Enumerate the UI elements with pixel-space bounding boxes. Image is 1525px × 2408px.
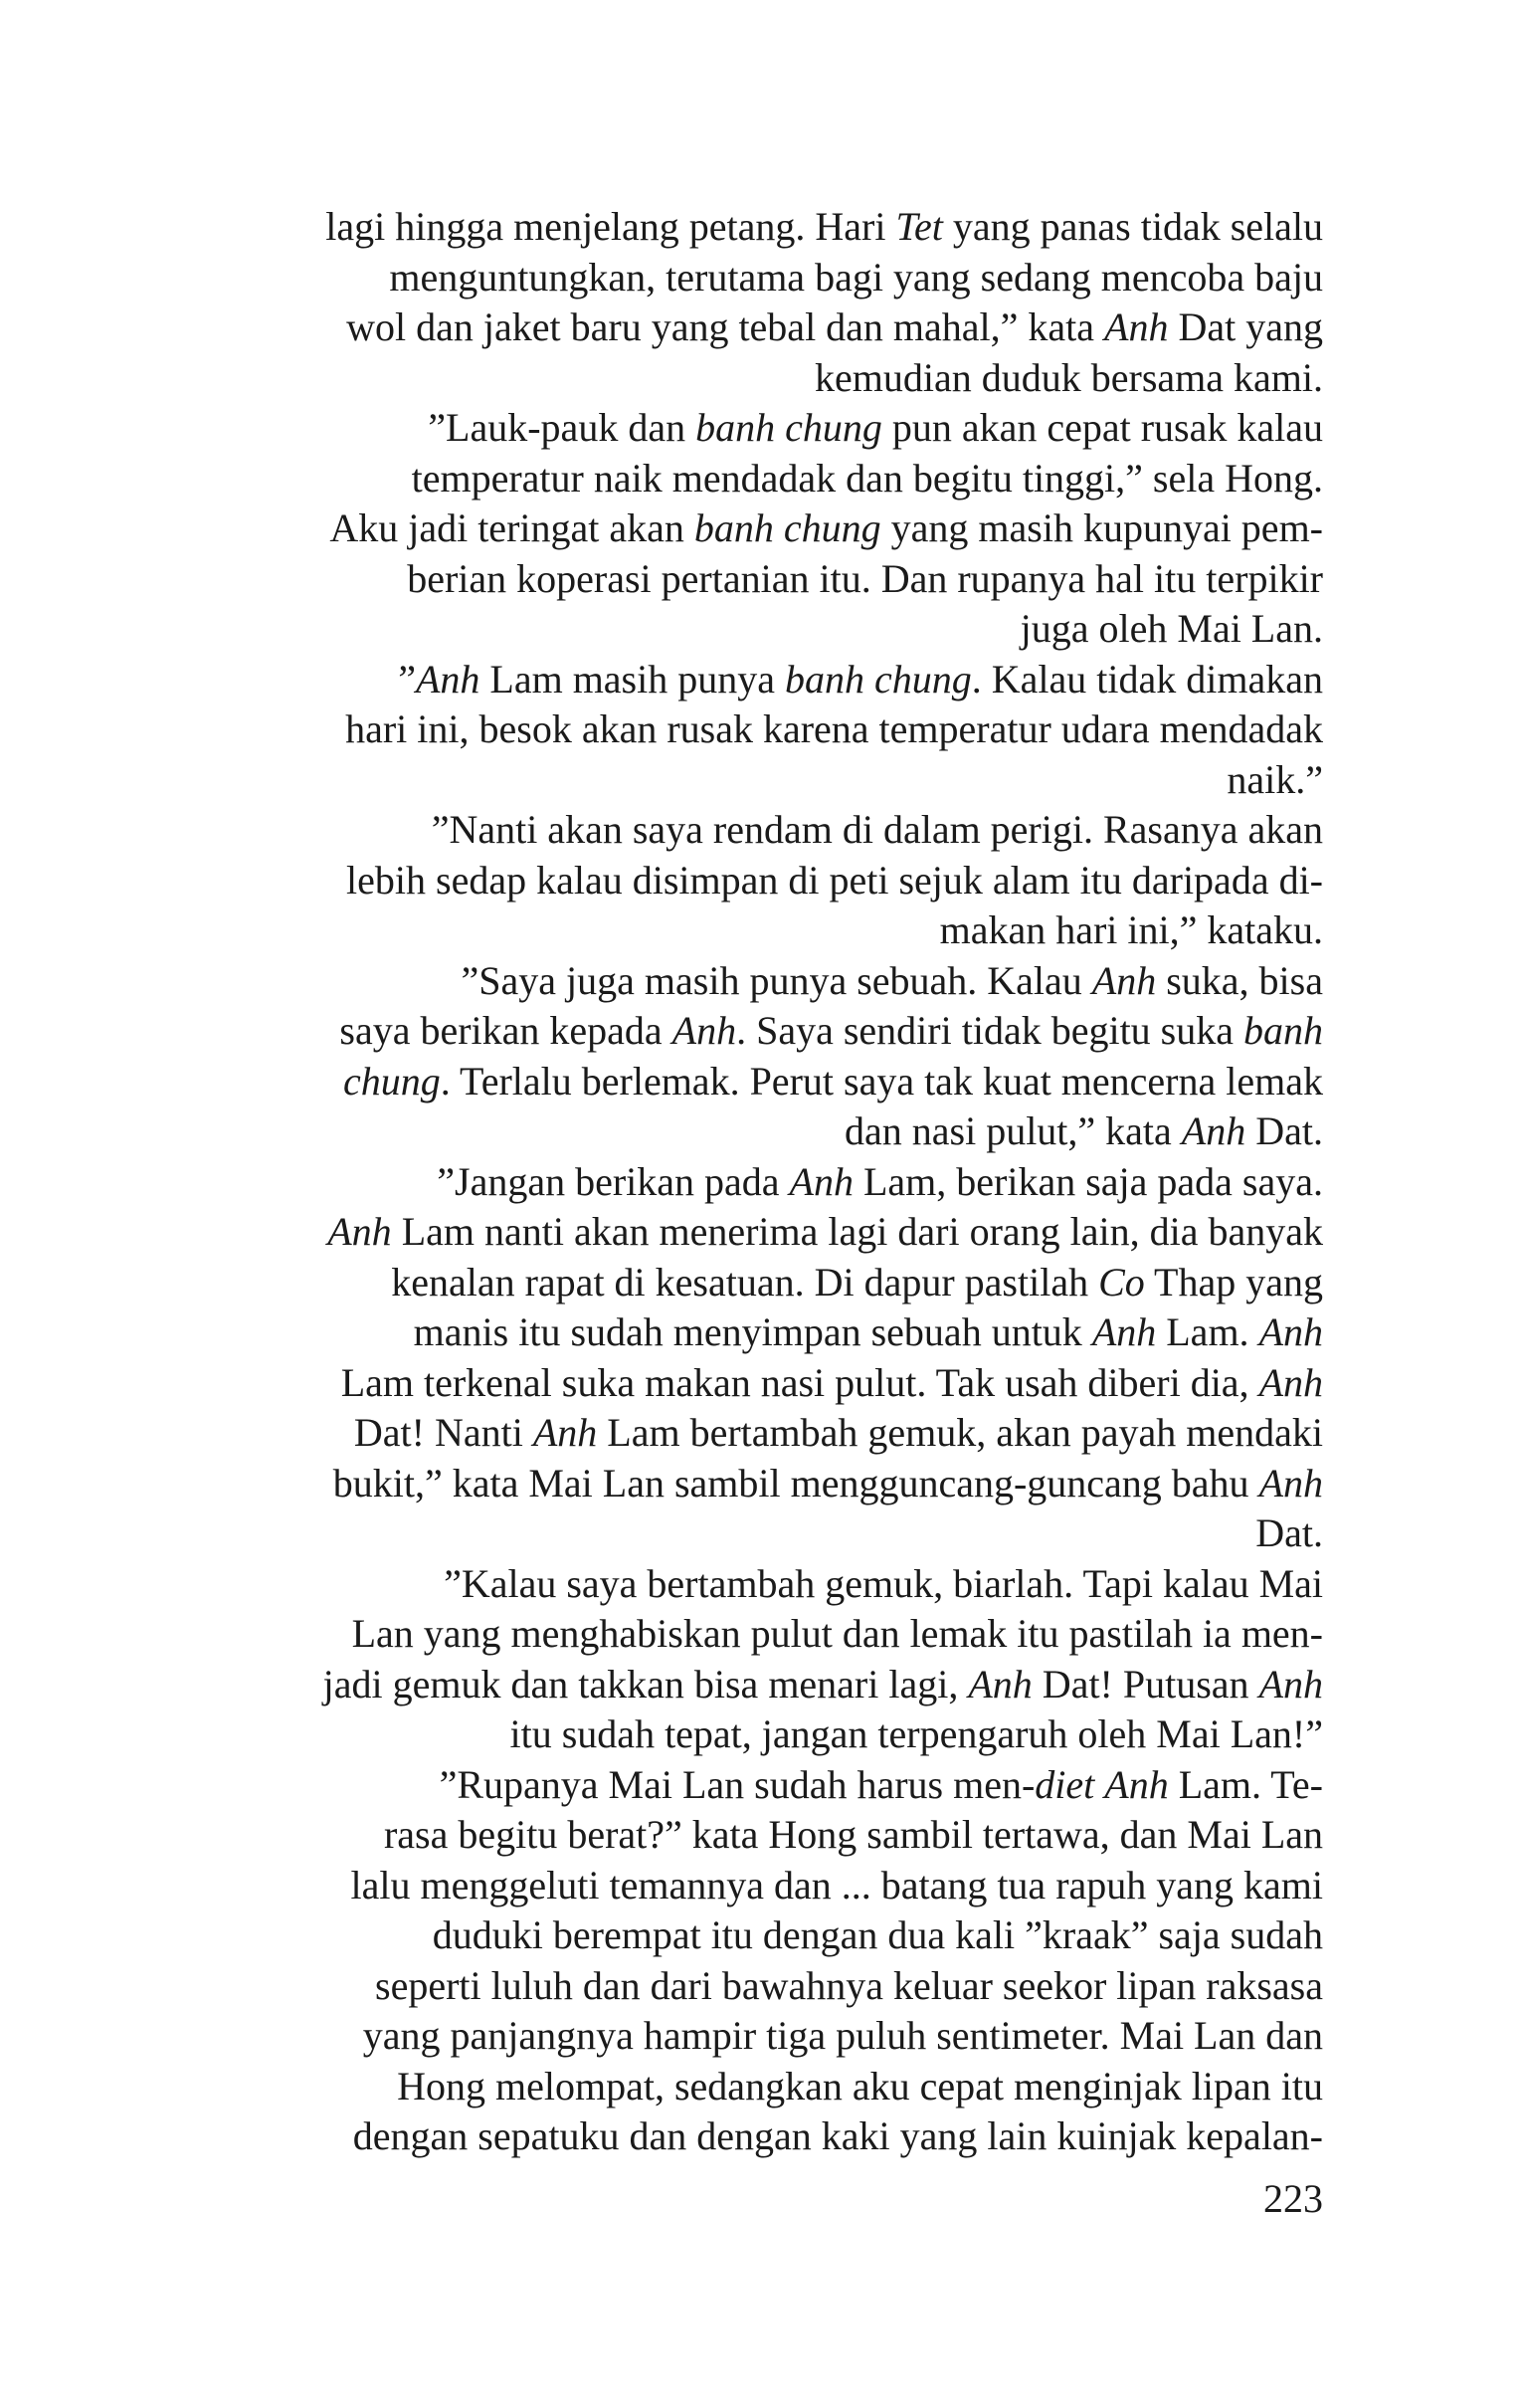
italic-text: chung <box>343 1058 441 1104</box>
italic-text: Co <box>1098 1259 1145 1304</box>
text-line <box>179 1157 1323 1208</box>
text-segment: ” <box>398 656 416 702</box>
text-segment: bukit,” kata Mai Lan sambil mengguncang-guncang bahu <box>332 1460 1259 1505</box>
text-line <box>179 856 1323 906</box>
text-segment: lebih sedap kalau disimpan di peti sejuk alam itu daripada di- <box>346 857 1323 903</box>
text-segment: ”Kalau saya bertambah gemuk, biarlah. Tapi kalau Mai <box>444 1560 1323 1606</box>
text-segment: Thap yang <box>1144 1259 1323 1304</box>
italic-text: Anh <box>968 1661 1033 1706</box>
text-segment: pun akan cepat rusak kalau <box>881 405 1323 450</box>
text-segment: naik.” <box>1227 756 1323 802</box>
text-line <box>179 1609 1323 1660</box>
italic-text: banh chung <box>693 505 881 550</box>
text-segment: Dat! Nanti <box>353 1410 533 1455</box>
text-segment: seperti luluh dan dari bawahnya keluar seekor lipan raksasa <box>375 1962 1323 2008</box>
text-segment: berian koperasi pertanian itu. Dan rupanya hal itu terpikir <box>407 555 1323 601</box>
text-segment: ”Lauk-pauk dan <box>428 405 696 450</box>
text-line <box>179 1861 1323 1911</box>
text-line <box>179 1660 1323 1710</box>
text-segment: juga oleh Mai Lan. <box>1020 606 1323 651</box>
text-line <box>179 956 1323 1007</box>
text-segment: hari ini, besok akan rusak karena temperatur udara mendadak <box>345 706 1323 751</box>
text-segment: Lam nanti akan menerima lagi dari orang lain, dia banyak <box>391 1209 1323 1254</box>
text-segment: Dat. <box>1255 1510 1323 1555</box>
text-segment: makan hari ini,” kataku. <box>939 907 1323 952</box>
text-segment: Lam. Te- <box>1168 1761 1323 1807</box>
italic-text: diet <box>1035 1761 1095 1807</box>
text-segment: Lam, berikan saja pada saya. <box>853 1158 1323 1204</box>
body-text <box>179 202 1323 2162</box>
text-segment: wol dan jaket baru yang tebal dan mahal,” kata <box>346 304 1105 349</box>
italic-text: Tet <box>895 204 943 249</box>
text-line <box>179 403 1323 454</box>
italic-text: Anh <box>415 656 480 702</box>
text-segment: kemudian duduk bersama kami. <box>815 354 1323 400</box>
text-line <box>179 1358 1323 1409</box>
text-line <box>179 655 1323 705</box>
text-line <box>179 604 1323 655</box>
page-number: 223 <box>1263 2176 1323 2221</box>
text-segment: lagi hingga menjelang petang. Hari <box>325 204 896 249</box>
text-segment: lalu menggeluti temannya dan ... batang tua rapuh yang kami <box>350 1862 1323 1907</box>
text-line <box>179 253 1323 303</box>
text-line <box>179 1057 1323 1107</box>
text-segment: kenalan rapat di kesatuan. Di dapur pastilah <box>391 1259 1099 1304</box>
italic-text: Anh <box>671 1008 737 1053</box>
text-segment: ”Rupanya Mai Lan sudah harus men- <box>439 1761 1036 1807</box>
text-segment: . Saya sendiri tidak begitu suka <box>736 1008 1243 1053</box>
italic-text: Anh <box>1104 304 1169 349</box>
text-segment: manis itu sudah menyimpan sebuah untuk <box>413 1309 1092 1354</box>
text-line <box>179 755 1323 806</box>
text-segment: . Kalau tidak dimakan <box>971 656 1323 702</box>
text-line <box>179 1207 1323 1258</box>
text-segment: yang masih kupunyai pem- <box>880 505 1323 550</box>
text-segment: rasa begitu berat?” kata Hong sambil tertawa, dan Mai Lan <box>383 1812 1323 1857</box>
italic-text: Anh <box>1091 1309 1157 1354</box>
italic-text: Anh <box>327 1209 392 1254</box>
text-segment: ”Nanti akan saya rendam di dalam perigi. Rasanya akan <box>431 807 1323 852</box>
text-segment: duduki berempat itu dengan dua kali ”kraak” saja sudah <box>432 1912 1323 1957</box>
text-segment: Dat. <box>1245 1108 1323 1153</box>
italic-text: banh chung <box>695 405 882 450</box>
italic-text: banh chung <box>785 656 972 702</box>
text-line <box>179 302 1323 353</box>
text-segment <box>1094 1762 1104 1807</box>
text-segment: suka, bisa <box>1156 957 1323 1003</box>
text-line <box>179 353 1323 404</box>
text-segment: Lam masih punya <box>479 656 785 702</box>
text-line <box>179 202 1323 253</box>
text-segment: ”Jangan berikan pada <box>437 1158 790 1204</box>
text-segment: . Terlalu berlemak. Perut saya tak kuat mencerna lemak <box>440 1058 1323 1104</box>
text-segment: yang panjangnya hampir tiga puluh sentimeter. Mai Lan dan <box>362 2013 1323 2058</box>
text-line <box>179 554 1323 605</box>
text-line <box>179 1508 1323 1559</box>
text-segment: temperatur naik mendadak dan begitu tinggi,” sela Hong. <box>411 455 1323 501</box>
text-segment: Dat yang <box>1168 304 1323 349</box>
text-line <box>179 704 1323 755</box>
text-segment: Lam terkenal suka makan nasi pulut. Tak usah diberi dia, <box>340 1359 1259 1405</box>
text-segment: Lam. <box>1156 1309 1259 1354</box>
text-line <box>179 1006 1323 1057</box>
text-segment: Lan yang menghabiskan pulut dan lemak itu pastilah ia men- <box>351 1611 1323 1656</box>
text-segment: jadi gemuk dan takkan bisa menari lagi, <box>322 1661 969 1706</box>
italic-text: Anh <box>532 1410 598 1455</box>
text-line <box>179 1760 1323 1811</box>
text-segment: itu sudah tepat, jangan terpengaruh oleh Mai Lan!” <box>509 1711 1323 1756</box>
text-segment: Aku jadi teringat akan <box>329 505 694 550</box>
text-line <box>179 1459 1323 1509</box>
text-line <box>179 905 1323 956</box>
text-segment: menguntungkan, terutama bagi yang sedang mencoba baju <box>389 254 1323 300</box>
text-segment: Lam bertambah gemuk, akan payah mendaki <box>597 1410 1323 1455</box>
text-line <box>179 1258 1323 1308</box>
text-segment: dengan sepatuku dan dengan kaki yang lain kuinjak kepalan- <box>352 2113 1323 2158</box>
italic-text: Anh <box>1258 1460 1323 1505</box>
italic-text: banh <box>1243 1008 1323 1053</box>
italic-text: Anh <box>1181 1108 1246 1153</box>
text-line <box>179 503 1323 554</box>
italic-text: Anh <box>1104 1761 1169 1807</box>
italic-text: Anh <box>789 1158 854 1204</box>
italic-text: Anh <box>1258 1661 1323 1706</box>
text-line <box>179 1961 1323 2012</box>
text-line <box>179 1408 1323 1459</box>
text-line <box>179 2111 1323 2162</box>
text-line <box>179 1559 1323 1610</box>
text-segment: Dat! Putusan <box>1032 1661 1259 1706</box>
text-segment: yang panas tidak selalu <box>942 204 1323 249</box>
italic-text: Anh <box>1091 957 1157 1003</box>
italic-text: Anh <box>1258 1309 1323 1354</box>
text-line <box>179 2011 1323 2062</box>
text-line <box>179 1307 1323 1358</box>
text-line <box>179 2062 1323 2112</box>
text-line <box>179 1910 1323 1961</box>
text-segment: Hong melompat, sedangkan aku cepat menginjak lipan itu <box>397 2063 1323 2108</box>
text-segment: dan nasi pulut,” kata <box>845 1108 1182 1153</box>
text-segment: ”Saya juga masih punya sebuah. Kalau <box>461 957 1092 1003</box>
text-line <box>179 805 1323 856</box>
italic-text: Anh <box>1258 1359 1323 1405</box>
text-line <box>179 1709 1323 1760</box>
text-segment: saya berikan kepada <box>339 1008 672 1053</box>
text-line <box>179 1810 1323 1861</box>
text-line <box>179 1106 1323 1157</box>
text-line <box>179 454 1323 504</box>
